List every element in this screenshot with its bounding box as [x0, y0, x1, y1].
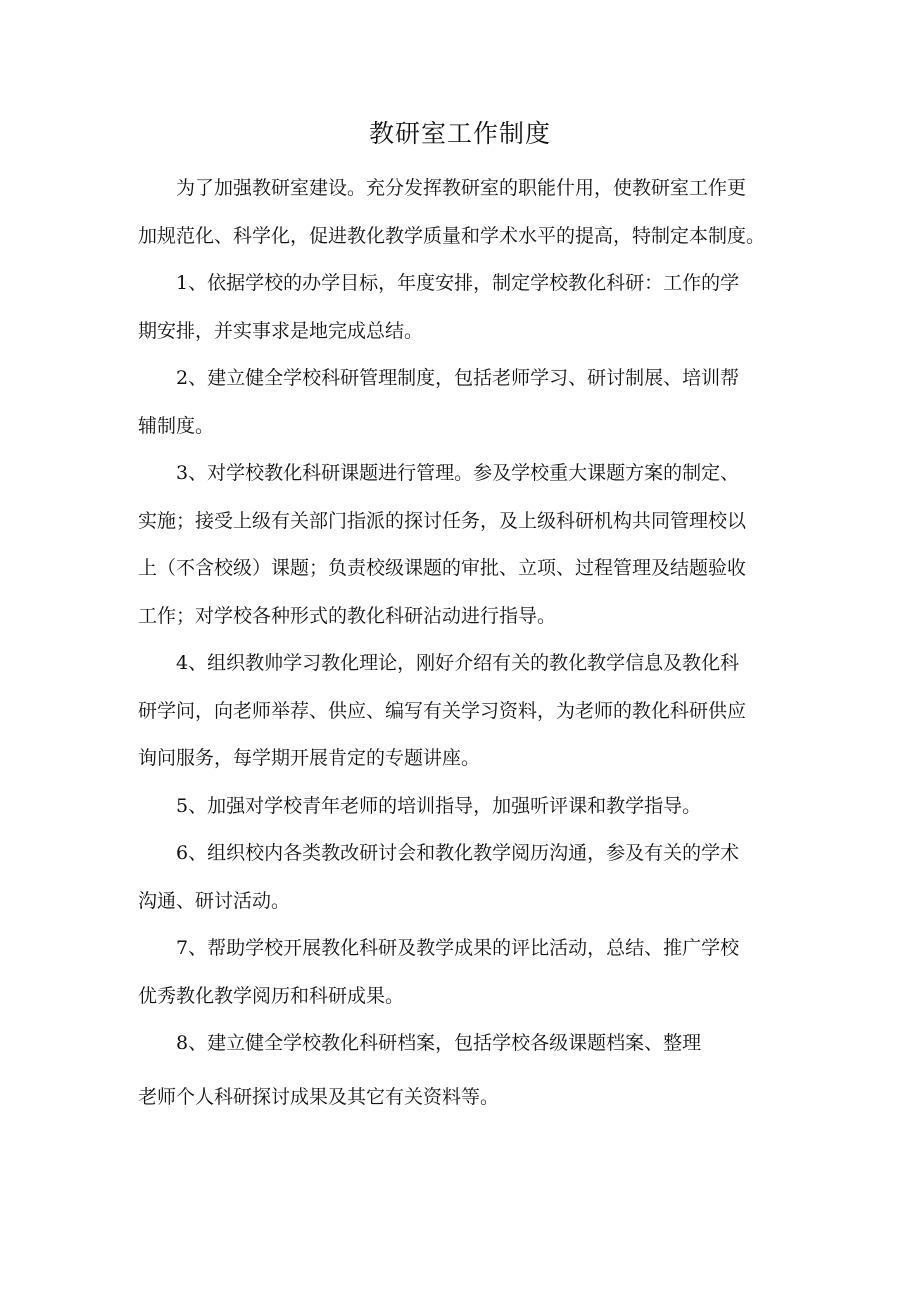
paragraph-line: 工作；对学校各种形式的教化科研沾动进行指导。	[138, 604, 557, 627]
paragraph-item-1	[138, 260, 788, 355]
paragraph-line: 研学问，向老师举荐、供应、编写有关学习资料，为老师的教化科研供应	[138, 699, 747, 722]
document-body	[138, 165, 788, 1121]
paragraph-line: 3、对学校教化科研课题进行管理。参及学校重大课题方案的制定、	[176, 462, 740, 484]
paragraph-item-8-continued	[138, 1074, 788, 1122]
paragraph-item-7	[138, 925, 788, 1020]
paragraph-line: 老师个人科研探讨成果及其它有关资料等。	[138, 1085, 500, 1108]
paragraph-line: 实施；接受上级有关部门指派的探讨任务，及上级科研机构共同管理校以	[138, 509, 747, 532]
paragraph-line: 7、帮助学校开展教化科研及教学成果的评比活动，总结、推广学校	[176, 937, 740, 959]
paragraph-item-6	[138, 830, 788, 925]
paragraph-line: 加规范化、科学化，促进教化教学质量和学术水平的提高，特制定本制度。	[138, 224, 766, 247]
paragraph-line: 辅制度。	[138, 414, 215, 437]
paragraph-line: 1、依据学校的办学目标，年度安排，制定学校教化科研：工作的学	[176, 272, 740, 294]
paragraph-item-5	[138, 783, 788, 831]
paragraph-line: 4、组织教帅学习教化理论，刚好介绍有关的教化教学信息及教化科	[176, 652, 740, 674]
document-title: 教研室工作制度	[368, 119, 551, 148]
paragraph-line: 8、建立健全学校教化科研档案，包括学校各级课题档案、整理	[176, 1032, 702, 1054]
paragraph-line: 5、加强对学校青年老师的培训指导，加强听评课和教学指导。	[176, 794, 702, 817]
paragraph-item-8	[138, 1020, 788, 1068]
paragraph-line: 6、组织校内各类教改研讨会和教化教学阅历沟通，参及有关的学术	[176, 842, 740, 864]
paragraph-line: 优秀教化教学阅历和科研成果。	[138, 984, 405, 1007]
paragraph-intro	[138, 165, 788, 260]
paragraph-line: 期安排，并实事求是地完成总结。	[138, 319, 424, 342]
paragraph-line: 沟通、研讨活动。	[138, 889, 291, 912]
paragraph-item-3	[138, 450, 788, 640]
paragraph-line: 上（不含校级）课题；负责校级课题的审批、立项、过程管理及结题验收	[138, 557, 747, 579]
paragraph-item-4	[138, 640, 788, 783]
paragraph-line: 为了加强教研室建设。充分发挥教研室的职能什用，使教研室工作更	[176, 177, 747, 199]
paragraph-line: 询问服务，每学期开展肯定的专题讲座。	[138, 747, 481, 769]
paragraph-item-2	[138, 355, 788, 450]
paragraph-line: 2、建立健全学校科研管理制度，包括老师学习、研讨制展、培训帮	[176, 367, 740, 389]
